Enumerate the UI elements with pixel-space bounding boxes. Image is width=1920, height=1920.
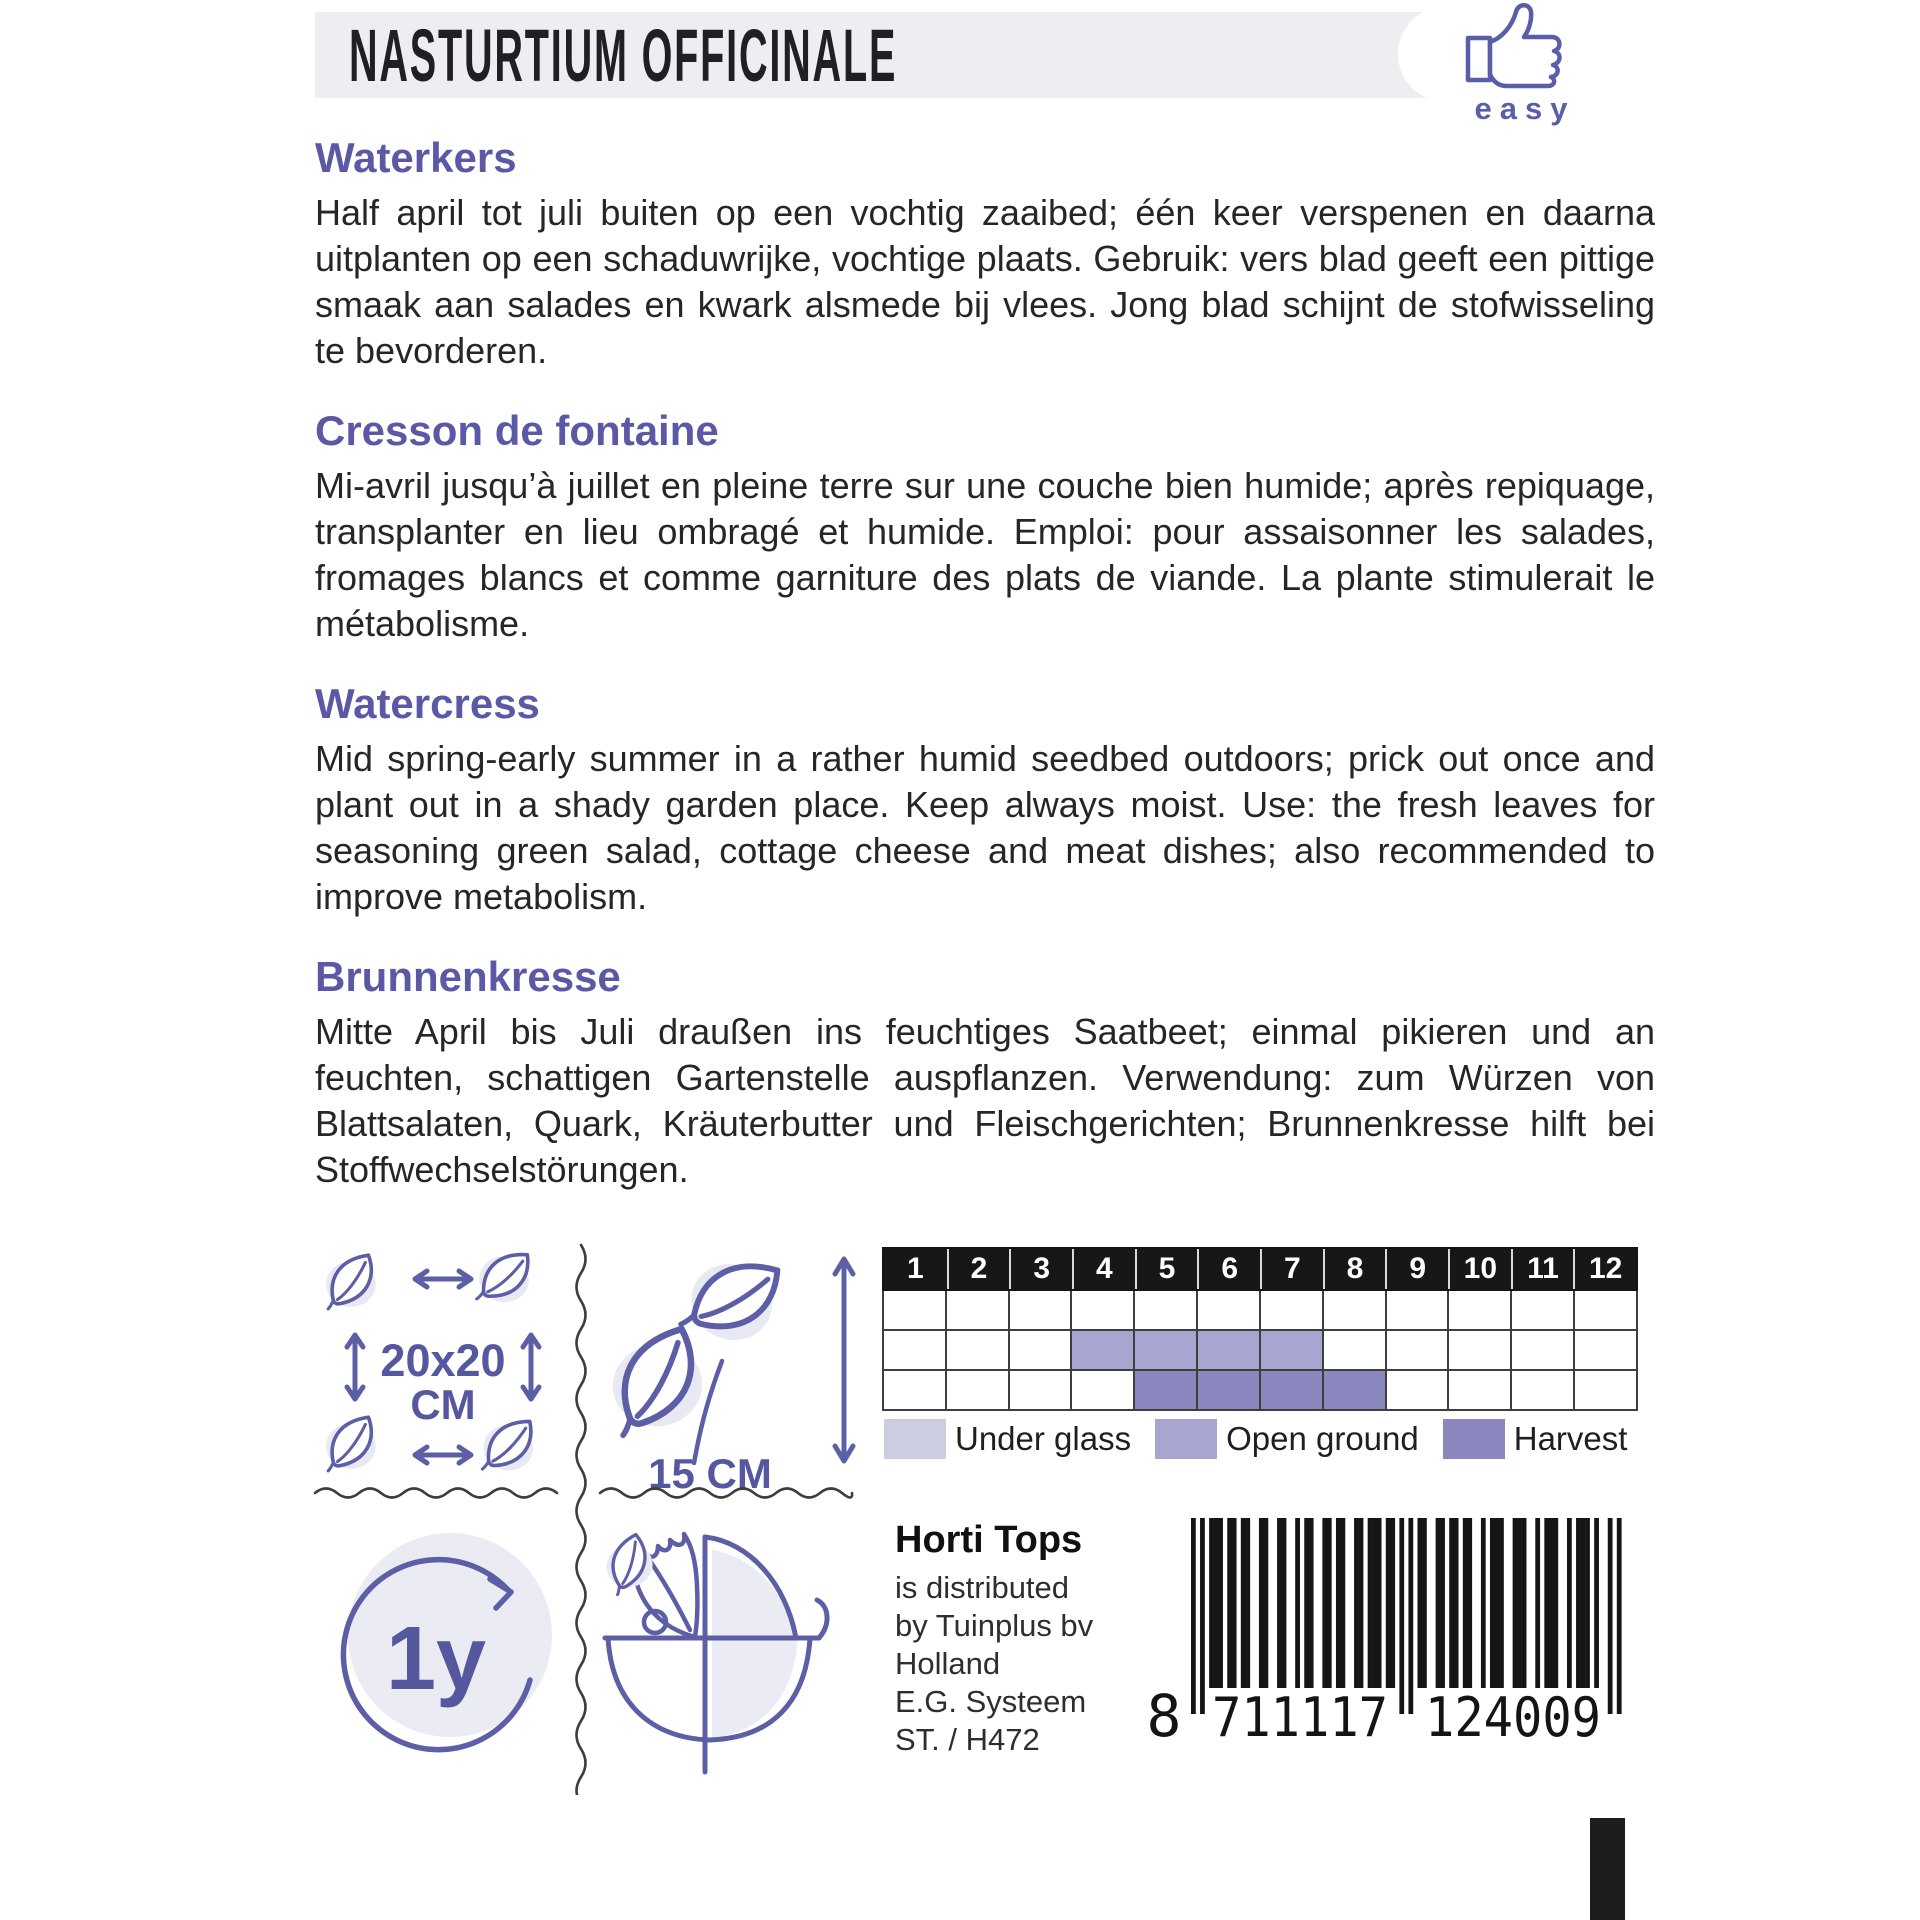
cycle-value-label: 1y: [385, 1609, 487, 1709]
calendar-cell-harvest-4: [1072, 1371, 1135, 1411]
thumbs-up-icon: [1460, 0, 1582, 90]
calendar-row-harvest: [884, 1371, 1638, 1411]
calendar-cell-open-ground-9: [1387, 1331, 1450, 1371]
legend-item-harvest: [1443, 1419, 1628, 1459]
legend-swatch: [1155, 1419, 1217, 1459]
calendar-cell-open-ground-8: [1324, 1331, 1387, 1371]
calendar-month-5: 5: [1135, 1249, 1198, 1289]
calendar-month-9: 9: [1385, 1249, 1448, 1289]
calendar-cell-harvest-12: [1575, 1371, 1638, 1411]
calendar-cell-harvest-6: [1198, 1371, 1261, 1411]
section-heading-dutch: Waterkers: [315, 134, 517, 181]
calendar-cell-harvest-7: [1261, 1371, 1324, 1411]
calendar-cell-harvest-5: [1135, 1371, 1198, 1411]
calendar-cell-under-glass-3: [1010, 1291, 1073, 1331]
calendar-cell-harvest-1: [884, 1371, 947, 1411]
calendar-cell-under-glass-9: [1387, 1291, 1450, 1331]
calendar-cell-open-ground-1: [884, 1331, 947, 1371]
section-body-dutch: Half april tot juli buiten op een vochtig zaaibed; één keer verspenen en daarna uitplanten op een schaduwrijke, vochtige plaats. Gebruik: vers blad geeft een pittige smaak aan salades en kwark alsmede bij vlees. Jong blad schijnt de stofwisseling te bevorderen.: [315, 192, 1655, 371]
section-body-german: Mitte April bis Juli draußen ins feuchtiges Saatbeet; einmal pikieren und an feuchten, schattigen Gartenstelle auspflanzen. Verwendung: zum Würzen von Blattsalaten, Quark, Kräuterbutter und Fleischgerichten; Brunnenkresse hilft bei Stoffwechselstörungen.: [315, 1011, 1655, 1190]
calendar-month-12: 12: [1573, 1249, 1636, 1289]
distributor-line: by Tuinplus bv: [895, 1608, 1094, 1643]
barcode-right-digits: 124009: [1425, 1686, 1601, 1747]
wavy-divider-horizontal-left: [313, 1481, 565, 1503]
calendar-cell-under-glass-8: [1324, 1291, 1387, 1331]
calendar-cell-under-glass-2: [947, 1291, 1010, 1331]
easy-badge: [1458, 0, 1584, 127]
height-arrow: [835, 1259, 853, 1461]
distributor-line: ST. / H472: [895, 1722, 1040, 1757]
calendar-row-open-ground: [884, 1331, 1638, 1371]
calendar-cell-under-glass-6: [1198, 1291, 1261, 1331]
calendar-cell-under-glass-12: [1575, 1291, 1638, 1331]
section-body-english: Mid spring-early summer in a rather humid seedbed outdoors; prick out once and plant out in a shady garden place. Keep always moist. Use: the fresh leaves for seasoning green salad, cottage cheese and meat dishes; also recommended to improve metabolism.: [315, 738, 1655, 917]
calendar-cell-open-ground-4: [1072, 1331, 1135, 1371]
distributor-block: [895, 1519, 1145, 1759]
section-body-french: Mi-avril jusqu’à juillet en pleine terre sur une couche bien humide; après repiquage, transplanter en lieu ombragé et humide. Emploi: pour assaisonner les salades, fromages blancs et comme garniture des plats de viande. La plante stimulerait le métabolisme.: [315, 465, 1655, 644]
calendar-cell-open-ground-7: [1261, 1331, 1324, 1371]
section-heading-english: Watercress: [315, 680, 540, 727]
distributor-line: Holland: [895, 1646, 1001, 1681]
calendar-rows: [882, 1291, 1638, 1411]
calendar-month-11: 11: [1511, 1249, 1574, 1289]
calendar-month-1: 1: [884, 1249, 947, 1289]
plant-height-icon: [598, 1243, 874, 1495]
legend-label: Under glass: [955, 1420, 1132, 1457]
calendar-cell-under-glass-4: [1072, 1291, 1135, 1331]
spacing-unit-label: CM: [410, 1381, 476, 1428]
calendar-month-3: 3: [1009, 1249, 1072, 1289]
calendar-month-6: 6: [1197, 1249, 1260, 1289]
easy-label: easy: [1474, 91, 1576, 126]
description-sections: [315, 134, 1655, 1226]
calendar-cell-open-ground-11: [1512, 1331, 1575, 1371]
spacing-value-label: 20x20: [380, 1335, 506, 1386]
calendar-cell-under-glass-10: [1449, 1291, 1512, 1331]
legend-item-open-ground: [1155, 1419, 1419, 1459]
calendar-cell-under-glass-5: [1135, 1291, 1198, 1331]
calendar-row-under-glass: [884, 1291, 1638, 1331]
calendar-cell-open-ground-5: [1135, 1331, 1198, 1371]
barcode-bars: [1138, 1512, 1638, 1747]
legend-label: Open ground: [1226, 1420, 1419, 1457]
title-band: [315, 12, 1437, 98]
section-french: [315, 407, 1655, 647]
wavy-divider-horizontal-right: [598, 1481, 860, 1503]
salad-bowl-icon: [600, 1502, 850, 1787]
calendar-month-10: 10: [1448, 1249, 1511, 1289]
distributor-line: is distributed: [895, 1570, 1070, 1605]
section-german: [315, 953, 1655, 1193]
calendar-cell-harvest-10: [1449, 1371, 1512, 1411]
legend-swatch: [1443, 1419, 1505, 1459]
calendar-cell-harvest-9: [1387, 1371, 1450, 1411]
distributor-lines: [895, 1569, 1145, 1759]
calendar-cell-harvest-11: [1512, 1371, 1575, 1411]
barcode-left-digits: 711117: [1212, 1686, 1388, 1747]
calendar-cell-open-ground-12: [1575, 1331, 1638, 1371]
calendar-cell-open-ground-2: [947, 1331, 1010, 1371]
plant-spacing-icon: [315, 1243, 573, 1495]
distributor-line: E.G. Systeem: [895, 1684, 1087, 1719]
calendar-legend: [884, 1419, 1651, 1459]
section-dutch: [315, 134, 1655, 374]
sowing-calendar: [882, 1247, 1638, 1411]
height-value-label: 15 CM: [648, 1450, 772, 1495]
calendar-month-4: 4: [1072, 1249, 1135, 1289]
legend-item-under-glass: [884, 1419, 1131, 1459]
calendar-month-7: 7: [1260, 1249, 1323, 1289]
legend-label: Harvest: [1513, 1420, 1628, 1457]
calendar-cell-under-glass-1: [884, 1291, 947, 1331]
section-heading-french: Cresson de fontaine: [315, 407, 719, 454]
section-english: [315, 680, 1655, 920]
calendar-cell-open-ground-6: [1198, 1331, 1261, 1371]
legend-swatch: [884, 1419, 946, 1459]
page-title: NASTURTIUM OFFICINALE: [349, 13, 898, 97]
calendar-cell-open-ground-3: [1010, 1331, 1073, 1371]
barcode: [1138, 1512, 1638, 1752]
calendar-cell-under-glass-11: [1512, 1291, 1575, 1331]
calendar-month-8: 8: [1323, 1249, 1386, 1289]
calendar-cell-harvest-3: [1010, 1371, 1073, 1411]
calendar-cell-harvest-2: [947, 1371, 1010, 1411]
print-registration-mark: [1590, 1818, 1625, 1920]
calendar-cell-open-ground-10: [1449, 1331, 1512, 1371]
calendar-month-2: 2: [947, 1249, 1010, 1289]
wavy-divider-vertical: [570, 1243, 592, 1795]
calendar-cell-harvest-8: [1324, 1371, 1387, 1411]
distributor-name: Horti Tops: [895, 1519, 1083, 1561]
section-heading-german: Brunnenkresse: [315, 953, 621, 1000]
annual-cycle-icon: [318, 1505, 568, 1790]
calendar-month-header: [882, 1247, 1638, 1291]
barcode-lead-digit: 8: [1146, 1682, 1182, 1747]
calendar-cell-under-glass-7: [1261, 1291, 1324, 1331]
